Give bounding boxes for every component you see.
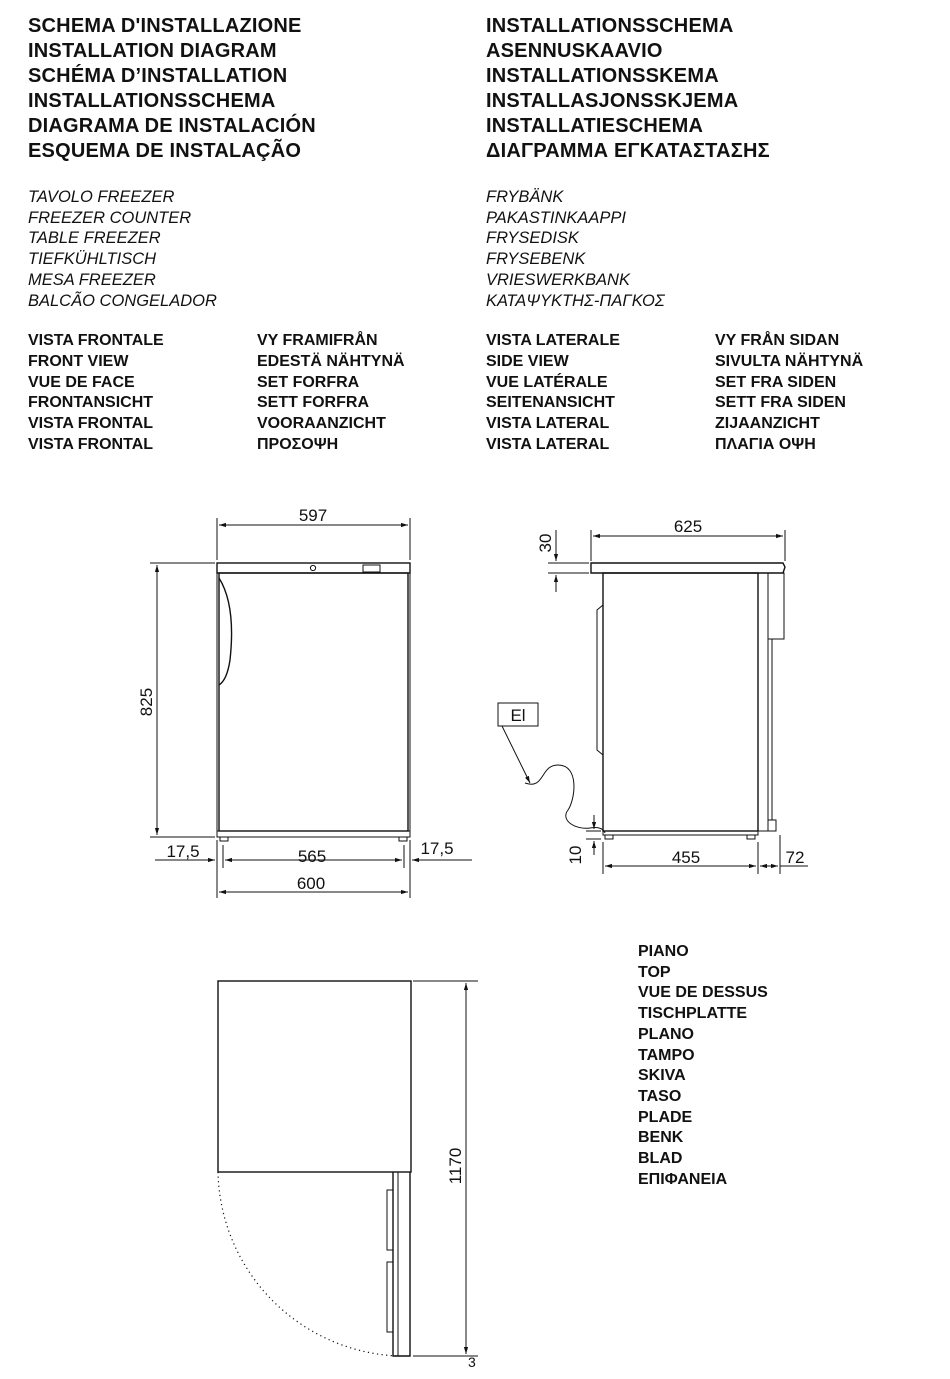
view-label: EDESTÄ NÄHTYNÄ xyxy=(257,352,405,370)
top-view-label: TOP xyxy=(638,963,671,981)
product-name: VRIESWERKBANK xyxy=(486,270,630,289)
view-label: VISTA LATERAL xyxy=(486,435,610,453)
dim-front-inner-width: 565 xyxy=(297,847,327,866)
front-foot-left xyxy=(220,837,228,841)
dim-side-top-thickness: 30 xyxy=(536,533,555,553)
top-door-handle xyxy=(387,1190,393,1250)
top-view-label: PLANO xyxy=(638,1025,694,1043)
side-control-panel xyxy=(768,573,784,639)
top-view-label: SKIVA xyxy=(638,1067,686,1085)
view-label: VISTA LATERALE xyxy=(486,332,620,349)
top-open-door xyxy=(393,1172,410,1356)
top-view-label: TISCHPLATTE xyxy=(638,1005,748,1023)
product-name: FRYSEDISK xyxy=(486,229,579,248)
front-worktop xyxy=(217,563,410,573)
view-label: VY FRAMIFRÅN xyxy=(257,332,378,349)
view-label: SEITENANSICHT xyxy=(486,394,615,412)
product-name: TIEFKÜHLTISCH xyxy=(28,250,157,269)
dim-front-width: 597 xyxy=(298,506,328,525)
product-name: FRYSEBENK xyxy=(486,250,586,269)
dim-side-width: 625 xyxy=(673,517,703,536)
view-label: SIDE VIEW xyxy=(486,352,569,370)
heading-line: INSTALLATIONSSCHEMA xyxy=(486,15,734,37)
side-foot-back xyxy=(605,835,613,839)
view-label: VUE DE FACE xyxy=(28,373,135,391)
control-panel xyxy=(363,565,380,572)
front-view-drawing xyxy=(137,506,472,898)
side-back-detail xyxy=(597,605,603,755)
door-handle xyxy=(219,578,232,685)
heading-line: ΔΙΑΓΡΑΜΜΑ ΕΓΚΑΤΑΣΤΑΣΗΣ xyxy=(486,140,770,162)
product-name: FREEZER COUNTER xyxy=(28,208,192,227)
view-label: VISTA FRONTAL xyxy=(28,415,154,433)
view-label: VUE LATÉRALE xyxy=(486,373,608,391)
dim-front-height: 825 xyxy=(137,687,156,717)
view-label: SET FRA SIDEN xyxy=(715,373,837,391)
top-view-label: PIANO xyxy=(638,943,689,960)
heading-line: INSTALLATION DIAGRAM xyxy=(28,40,277,62)
side-hinge xyxy=(768,820,776,831)
page-number: 3 xyxy=(468,1354,476,1370)
heading-line: ASENNUSKAAVIO xyxy=(486,40,663,62)
view-label: ZIJAANZICHT xyxy=(715,415,820,433)
dim-top-door-open: 1170 xyxy=(446,1147,465,1185)
power-cable xyxy=(525,765,605,833)
top-view-label: ΕΠΙΦΑΝΕΙΑ xyxy=(638,1170,728,1188)
heading-line: INSTALLATIONSSCHEMA xyxy=(28,90,276,112)
top-view-label: BLAD xyxy=(638,1150,683,1168)
side-worktop xyxy=(591,563,785,573)
heading-line: INSTALLATIESCHEMA xyxy=(486,115,704,137)
top-view-label: TASO xyxy=(638,1087,682,1105)
side-door-edge xyxy=(758,573,768,831)
view-label: ΠΛΑΓΙΑ ΟΨΗ xyxy=(715,435,816,453)
view-label: VOORAANZICHT xyxy=(257,415,386,433)
product-name: BALCÃO CONGELADOR xyxy=(28,291,217,310)
front-body xyxy=(217,573,410,831)
front-foot-right xyxy=(399,837,407,841)
view-label: FRONT VIEW xyxy=(28,352,129,370)
dim-front-right-offset: 17,5 xyxy=(420,839,454,858)
top-view-label: TAMPO xyxy=(638,1046,695,1064)
dim-side-depth: 455 xyxy=(671,848,701,867)
dim-front-left-offset: 17,5 xyxy=(166,842,200,861)
front-door xyxy=(219,573,408,831)
top-door-gasket xyxy=(387,1262,393,1332)
side-view-drawing xyxy=(498,517,808,874)
view-label: VISTA FRONTAL xyxy=(28,435,154,453)
product-name: TAVOLO FREEZER xyxy=(28,188,175,206)
view-label: SIVULTA NÄHTYNÄ xyxy=(715,352,864,370)
lock-icon xyxy=(310,565,315,570)
top-view-label: BENK xyxy=(638,1129,684,1147)
side-foot-front xyxy=(747,835,755,839)
product-name: FRYBÄNK xyxy=(486,188,564,206)
top-view-label: VUE DE DESSUS xyxy=(638,984,768,1002)
dim-side-back: 72 xyxy=(785,848,805,867)
view-label: SETT FRA SIDEN xyxy=(715,394,846,412)
view-label: VY FRÅN SIDAN xyxy=(715,332,840,349)
cable-label: El xyxy=(510,706,526,725)
heading-line: DIAGRAMA DE INSTALACIÓN xyxy=(28,115,316,137)
product-name: ΚΑΤΑΨΥΚΤΗΣ-ΠΑΓΚΟΣ xyxy=(486,291,665,310)
top-view-label: PLADE xyxy=(638,1108,693,1126)
product-name: PAKASTINKAAPPI xyxy=(486,208,626,227)
view-label: VISTA FRONTALE xyxy=(28,332,164,349)
top-worktop xyxy=(218,981,411,1172)
door-swing-arc xyxy=(218,1172,398,1356)
view-label: SET FORFRA xyxy=(257,373,360,391)
product-name: MESA FREEZER xyxy=(28,270,156,289)
side-body xyxy=(603,573,758,831)
view-label: VISTA LATERAL xyxy=(486,415,610,433)
heading-line: INSTALLASJONSSKJEMA xyxy=(486,90,739,112)
heading-line: ESQUEMA DE INSTALAÇÃO xyxy=(28,140,302,162)
view-label: FRONTANSICHT xyxy=(28,394,154,412)
dim-front-total-width: 600 xyxy=(296,874,326,893)
heading-line: SCHÉMA D’INSTALLATION xyxy=(28,65,288,87)
side-handle xyxy=(768,639,772,820)
heading-line: INSTALLATIONSSKEMA xyxy=(486,65,719,87)
front-plinth xyxy=(217,831,410,837)
dim-side-feet: 10 xyxy=(566,845,585,865)
product-name: TABLE FREEZER xyxy=(28,229,161,248)
heading-line: SCHEMA D'INSTALLAZIONE xyxy=(28,15,302,37)
top-view-drawing xyxy=(218,981,478,1356)
view-label: ΠΡΟΣΟΨΗ xyxy=(257,435,339,453)
view-label: SETT FORFRA xyxy=(257,394,369,412)
